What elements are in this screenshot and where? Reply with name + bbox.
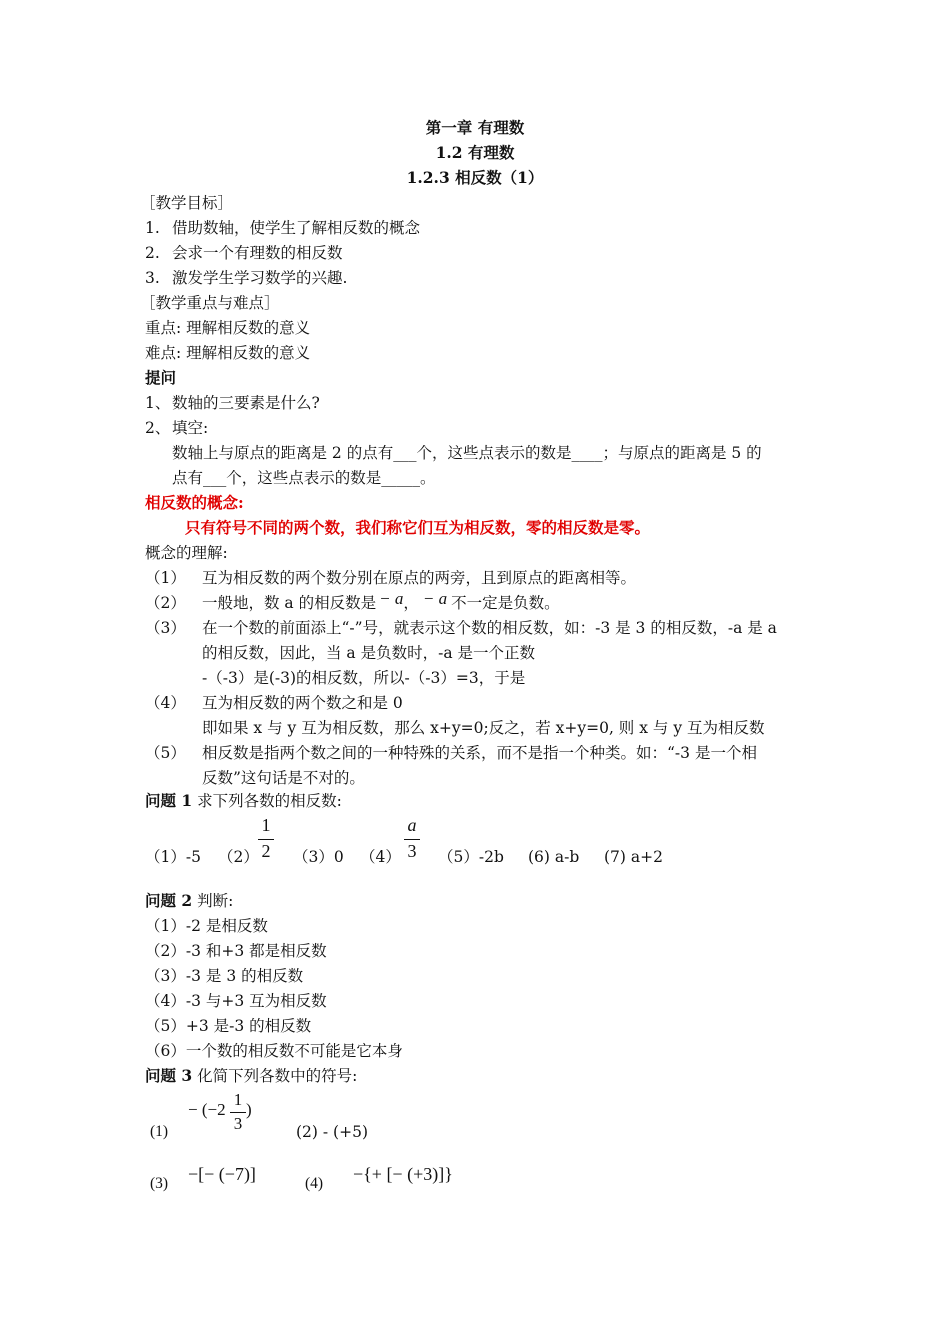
- understanding-text-1: 互为相反数的两个数分别在原点的两旁，且到原点的距离相等。: [202, 569, 637, 587]
- fraction-numerator: a: [407, 815, 417, 835]
- problem-1-item-4: （4）: [360, 848, 401, 866]
- nested-bracket-expr-3: −[− (−7)]: [188, 1164, 256, 1184]
- problem-1-item-1: （1）-5: [145, 848, 201, 866]
- understanding-text-2b: 不一定是负数。: [451, 594, 560, 612]
- problem-1-item-6: (6) a-b: [528, 848, 580, 866]
- problem-2-item-2: （2）-3 和+3 都是相反数: [145, 942, 327, 960]
- understanding-num-2: （2）: [145, 594, 186, 612]
- problem-2-item-5: （5）+3 是-3 的相反数: [145, 1017, 312, 1035]
- understanding-heading: 概念的理解:: [145, 544, 228, 562]
- objective-num-3: 3.: [145, 269, 160, 287]
- problem-3-item-2: (2) - (+5): [296, 1123, 368, 1141]
- problem-2-item-6: （6）一个数的相反数不可能是它本身: [145, 1042, 403, 1060]
- objective-text-2: 会求一个有理数的相反数: [172, 244, 343, 262]
- fraction-denominator: 3: [407, 841, 417, 861]
- fraction-numerator: 1: [261, 815, 271, 835]
- negative-a-expr-1: − a: [379, 589, 404, 608]
- understanding-text-3-line-3: -（-3）是(-3)的相反数，所以-（-3）=3，于是: [202, 669, 526, 687]
- problem-3-instruction: 化简下列各数中的符号:: [197, 1067, 358, 1085]
- objective-num-2: 2.: [145, 244, 160, 262]
- fraction-a-over-3: [402, 815, 422, 863]
- problem-1-item-5: （5）-2b: [438, 848, 504, 866]
- negative-a-expr-2: − a: [422, 589, 448, 608]
- problem-2-item-1: （1）-2 是相反数: [145, 917, 268, 935]
- understanding-text-3-line-2: 的相反数，因此，当 a 是负数时，-a 是一个正数: [202, 644, 536, 662]
- concept-heading: 相反数的概念:: [145, 493, 244, 512]
- fraction-one-third: [228, 1090, 248, 1136]
- objectives-heading: ［教学目标］: [140, 194, 234, 212]
- keypoint-focus: 重点: 理解相反数的意义: [145, 319, 311, 337]
- fraction-bar: [404, 839, 420, 840]
- problem-3-num-4: (4): [305, 1175, 324, 1192]
- questions-heading: 提问: [145, 368, 177, 387]
- understanding-text-5-line-1: 相反数是指两个数之间的一种特殊的关系，而不是指一个种类。如：“-3 是一个相: [202, 744, 757, 762]
- mixed-number-expr-suffix: ): [246, 1100, 252, 1119]
- understanding-num-1: （1）: [145, 569, 186, 587]
- problem-1-item-7: (7) a+2: [604, 848, 663, 866]
- understanding-text-2: [202, 589, 560, 613]
- problem-2-label: 问题 2: [145, 891, 193, 910]
- problem-1-item-2: （2）: [218, 848, 259, 866]
- understanding-text-5-line-2: 反数”这句话是不对的。: [202, 769, 365, 787]
- problem-2-item-3: （3）-3 是 3 的相反数: [145, 967, 304, 985]
- keypoint-difficulty: 难点: 理解相反数的意义: [145, 344, 311, 362]
- problem-1-instruction: 求下列各数的相反数:: [197, 792, 342, 810]
- question-num-1: 1、: [145, 394, 171, 412]
- chapter-title: 第一章 有理数: [425, 118, 525, 137]
- question-text-2: 填空:: [172, 419, 209, 437]
- nested-bracket-expr-4: −{+ [− (+3)]}: [353, 1164, 453, 1184]
- problem-2-item-4: （4）-3 与+3 互为相反数: [145, 992, 327, 1010]
- objective-num-1: 1.: [145, 219, 160, 237]
- problem-1-label: 问题 1: [145, 791, 193, 810]
- understanding-text-4-line-1: 互为相反数的两个数之和是 0: [202, 694, 403, 712]
- understanding-text-4-line-2: 即如果 x 与 y 互为相反数，那么 x+y=0;反之，若 x+y=0, 则 x 与 y 互为相反数: [202, 719, 765, 737]
- understanding-num-4: （4）: [145, 694, 186, 712]
- understanding-num-3: （3）: [145, 619, 186, 637]
- concept-definition: 只有符号不同的两个数，我们称它们互为相反数，零的相反数是零。: [185, 518, 651, 537]
- keypoints-heading: ［教学重点与难点］: [140, 294, 280, 312]
- problem-3-label: 问题 3: [145, 1066, 193, 1085]
- question-fill-line-1: 数轴上与原点的距离是 2 的点有___个，这些点表示的数是____；与原点的距离是 5 的: [172, 444, 762, 462]
- fraction-numerator: 1: [233, 1090, 243, 1109]
- understanding-text-3-line-1: 在一个数的前面添上“-”号，就表示这个数的相反数，如：-3 是 3 的相反数，-a 是 a: [202, 619, 777, 637]
- section-title: 1.2 有理数: [435, 143, 515, 162]
- understanding-text-2a: 一般地，数 a 的相反数是: [202, 594, 377, 612]
- problem-1-item-3: （3）0: [293, 848, 344, 866]
- problem-3-title: [145, 1066, 357, 1086]
- fraction-denominator: 3: [233, 1114, 243, 1133]
- problem-2-title: [145, 891, 233, 911]
- objective-text-1: 借助数轴，使学生了解相反数的概念: [172, 219, 421, 237]
- problem-2-instruction: 判断:: [197, 892, 234, 910]
- subsection-title: 1.2.3 相反数（1）: [406, 168, 544, 187]
- question-fill-line-2: 点有___个，这些点表示的数是_____。: [172, 469, 436, 487]
- fraction-bar: [230, 1112, 246, 1113]
- question-text-1: 数轴的三要素是什么?: [172, 394, 320, 412]
- mixed-number-expr-prefix: − (−2: [188, 1100, 226, 1119]
- separator: ，: [403, 594, 419, 612]
- fraction-denominator: 2: [261, 841, 271, 861]
- fraction-one-half: [256, 815, 276, 863]
- problem-3-num-3: (3): [150, 1175, 169, 1192]
- fraction-bar: [258, 839, 274, 840]
- understanding-num-5: （5）: [145, 744, 186, 762]
- problem-1-title: [145, 791, 342, 811]
- problem-3-num-1: (1): [150, 1123, 169, 1140]
- objective-text-3: 激发学生学习数学的兴趣.: [172, 269, 348, 287]
- question-num-2: 2、: [145, 419, 171, 437]
